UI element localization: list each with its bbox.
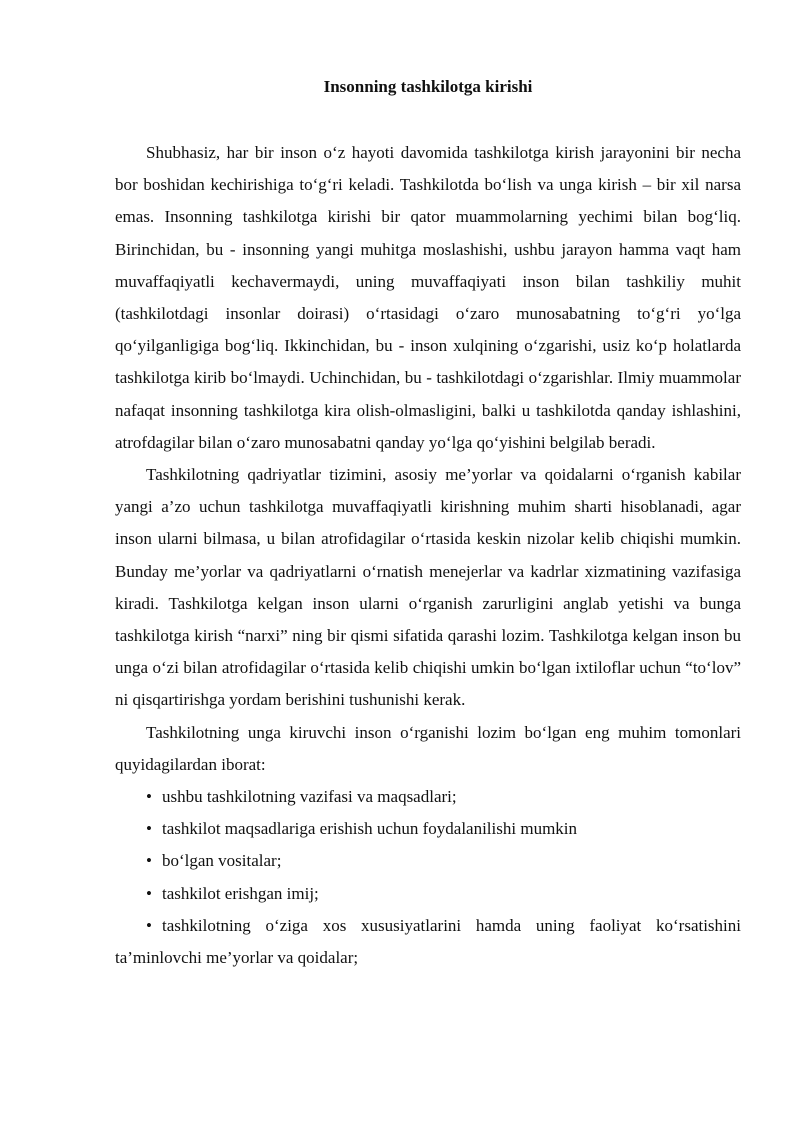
bullet-text: bo‘lgan vositalar; <box>162 851 282 871</box>
paragraph: Tashkilotning qadriyatlar tizimini, asosiy me’yorlar va qoidalarni o‘rganish kabilar yangi a’zo uchun tashkilotga muvaffaqiyatli kirishning muhim sharti hisoblanadi, agar inson ularni bilmasa, u bilan atrofidagilar o‘rtasida keskin nizolar kelib chiqishi mumkin. Bunday me’yorlar va qadriyatlarni o‘rnatish menejerlar va kadrlar xizmatining vazifasiga kiradi. Tashkilotga kelgan inson ularni o‘rganish zarurligini anglab yetishi va bunga tashkilotga kirish “narxi” ning bir qismi sifatida qarashi lozim. Tashkilotga kelgan inson bu unga o‘zi bilan atrofidagilar o‘rtasida kelib chiqishi umkin bo‘lgan ixtiloflar uchun “to‘lov” ni qisqartirishga yordam berishini tushunishi kerak. <box>115 465 741 710</box>
document-title: Insonning tashkilotga kirishi <box>323 77 533 96</box>
bullet-icon: • <box>146 819 152 839</box>
bullet-icon: • <box>146 851 152 871</box>
bullet-text: tashkilot erishgan imij; <box>162 883 319 903</box>
bullet-text: tashkilotning o‘ziga xos xususiyatlarini hamda uning faoliyat ko‘rsatishini ta’minlovchi me’yorlar va qoidalar; <box>115 915 741 968</box>
bullet-text: tashkilot maqsadlariga erishish uchun foydalanilishi mumkin <box>162 819 578 839</box>
bullet-icon: • <box>146 787 152 807</box>
document-body <box>115 137 741 974</box>
bullet-list-item <box>115 845 741 877</box>
bullet-list <box>115 781 741 974</box>
bullet-list-item <box>115 878 741 910</box>
bullet-icon: • <box>146 883 152 903</box>
bullet-text: ushbu tashkilotning vazifasi va maqsadlari; <box>162 787 457 807</box>
bullet-icon: • <box>146 915 152 935</box>
paragraph: Shubhasiz, har bir inson o‘z hayoti davomida tashkilotga kirish jarayonini bir necha bor boshidan kechirishiga to‘g‘ri keladi. Tashkilotda bo‘lish va unga kirish – bir xil narsa emas. Insonning tashkilotga kirishi bir qator muammolarning yechimi bilan bog‘liq. Birinchidan, bu - insonning yangi muhitga moslashishi, ushbu jarayon hamma vaqt ham muvaffaqiyatli kechavermaydi, uning muvaffaqiyati inson bilan tashkiliy muhit (tashkilotdagi insonlar doirasi) o‘rtasidagi o‘zaro munosabatning to‘g‘ri yo‘lga qo‘yilganligiga bog‘liq. Ikkinchidan, bu - inson xulqining o‘zgarishi, usiz ko‘p holatlarda tashkilotga kirib bo‘lmaydi. Uchinchidan, bu - tashkilotdagi o‘zgarishlar. Ilmiy muammolar nafaqat insonning tashkilotga kira olish-olmasligini, balki u tashkilotda qanday ishlashini, atrofdagilar bilan o‘zaro munosabatni qanday yo‘lga qo‘yishini belgilab beradi. <box>115 143 741 452</box>
bullet-list-item <box>115 781 741 813</box>
bullet-list-item <box>115 910 741 974</box>
bullet-list-item <box>115 813 741 845</box>
paragraph: Tashkilotning unga kiruvchi inson o‘rganishi lozim bo‘lgan eng muhim tomonlari quyidagilardan iborat: <box>115 722 741 774</box>
